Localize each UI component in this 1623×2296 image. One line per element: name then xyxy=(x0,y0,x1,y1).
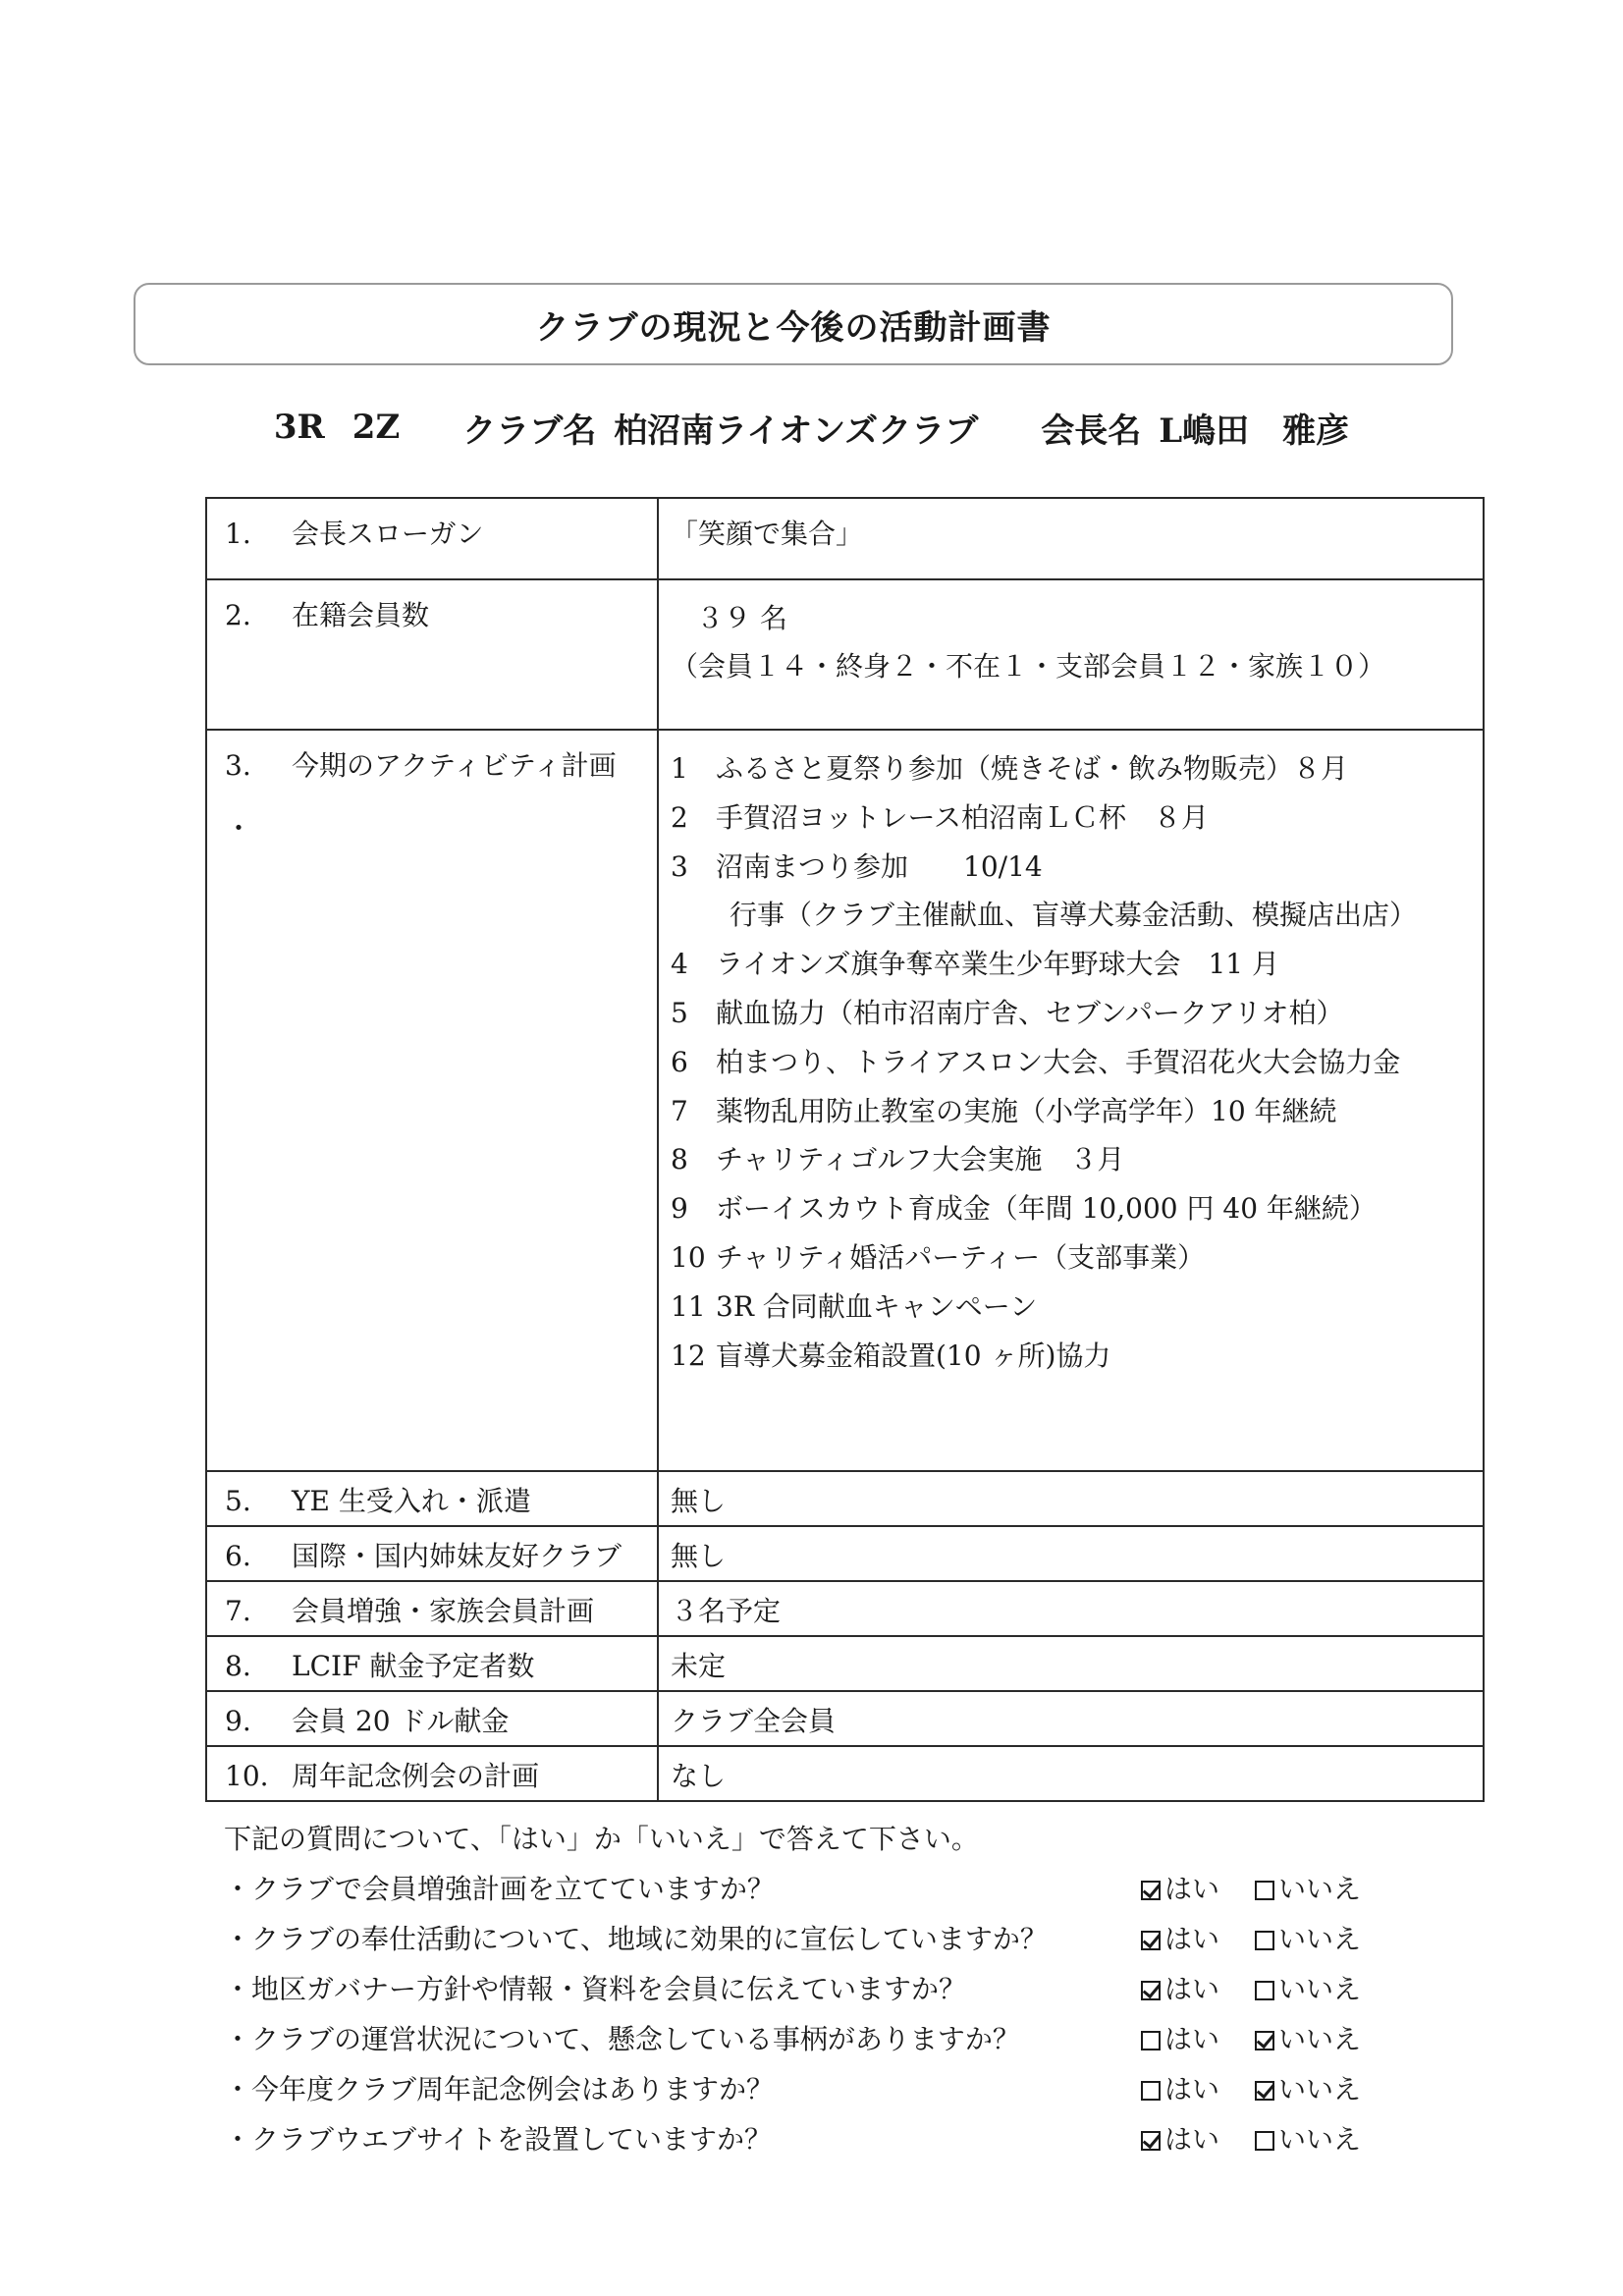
activity-text: 行事（クラブ主催献血、盲導犬募金活動、模擬店出店） xyxy=(730,899,1418,932)
table-row-anniversary xyxy=(206,1746,1484,1801)
yes-label: はい xyxy=(1164,2023,1220,2055)
club-header xyxy=(0,398,1623,457)
yes-option[interactable] xyxy=(1141,2114,1219,2164)
row-label-cell xyxy=(206,730,658,1471)
document-title xyxy=(134,283,1453,365)
checked-box-icon[interactable] xyxy=(1141,2131,1161,2151)
table-row-dollar-donation xyxy=(206,1691,1484,1746)
yes-option[interactable] xyxy=(1141,1964,1219,2014)
activity-item xyxy=(671,1332,1471,1381)
activity-item xyxy=(671,989,1471,1038)
row-number: 3. xyxy=(225,749,251,782)
question-list xyxy=(224,1864,1402,2164)
checked-box-icon[interactable] xyxy=(1255,2031,1274,2050)
no-label: いいえ xyxy=(1278,1923,1362,1955)
row-label-cell xyxy=(206,1691,658,1746)
row-number: 9. xyxy=(225,1705,251,1737)
activity-text: チャリティゴルフ大会実施 ３月 xyxy=(716,1143,1125,1176)
activity-plan-table xyxy=(205,497,1485,1802)
question-text: ・地区ガバナー方針や情報・資料を会員に伝えていますか？ xyxy=(224,1973,967,2005)
president-name: L嶋田 雅彦 xyxy=(1159,410,1350,451)
empty-box-icon[interactable] xyxy=(1141,2031,1161,2050)
row-label: LCIF 献金予定者数 xyxy=(292,1650,535,1682)
question-text: ・クラブウエブサイトを設置していますか？ xyxy=(224,2123,773,2156)
row-label: 会長スローガン xyxy=(292,518,484,550)
checked-box-icon[interactable] xyxy=(1141,1881,1161,1900)
activity-text: 盲導犬募金箱設置(10 ヶ所)協力 xyxy=(716,1339,1111,1372)
row-value-cell xyxy=(658,498,1484,579)
row-number: 7. xyxy=(225,1595,251,1627)
row-label: YE 生受入れ・派遣 xyxy=(292,1485,531,1517)
activity-item xyxy=(671,793,1471,843)
table-row-membership-growth xyxy=(206,1581,1484,1636)
yes-option[interactable] xyxy=(1141,2064,1219,2114)
question-text: ・クラブの運営状況について、懸念している事柄がありますか？ xyxy=(224,2023,1020,2055)
row-number: 8. xyxy=(225,1650,251,1682)
activity-text: 柏まつり、トライアスロン大会、手賀沼花火大会協力金 xyxy=(716,1045,1401,1078)
activity-item xyxy=(671,843,1471,892)
table-row-activities xyxy=(206,730,1484,1471)
empty-box-icon[interactable] xyxy=(1141,2081,1161,2101)
zone-code: 2Z xyxy=(352,408,401,447)
table-row-ye xyxy=(206,1471,1484,1526)
row-label-cell xyxy=(206,1746,658,1801)
member-breakdown: （会員１４・終身２・不在１・支部会員１２・家族１０） xyxy=(671,650,1386,683)
no-label: いいえ xyxy=(1278,1873,1362,1905)
row-label: 周年記念例会の計画 xyxy=(292,1760,540,1792)
anniversary-value: なし xyxy=(671,1760,727,1792)
row-label-cell xyxy=(206,498,658,579)
row-number: 2. xyxy=(225,599,251,631)
question-row xyxy=(224,2064,1402,2114)
no-label: いいえ xyxy=(1278,2023,1362,2055)
question-row xyxy=(224,1914,1402,1964)
row-number: 6. xyxy=(225,1540,251,1572)
activity-item xyxy=(671,744,1471,793)
yes-option[interactable] xyxy=(1141,2014,1219,2064)
activity-item xyxy=(671,1283,1471,1332)
activity-number: 12 xyxy=(671,1339,706,1372)
ye-value: 無し xyxy=(671,1485,727,1517)
yes-label: はい xyxy=(1164,2123,1220,2156)
question-text: ・今年度クラブ周年記念例会はありますか？ xyxy=(224,2073,775,2105)
no-label: いいえ xyxy=(1278,1973,1362,2005)
activity-text: 3R 合同献血キャンペーン xyxy=(716,1289,1038,1323)
no-option[interactable] xyxy=(1255,1964,1361,2014)
row-value-cell xyxy=(658,579,1484,730)
row-label-cell xyxy=(206,579,658,730)
table-row-sister-club xyxy=(206,1526,1484,1581)
activity-item xyxy=(671,1233,1471,1283)
activity-number: 10 xyxy=(671,1240,706,1274)
activity-number: 4 xyxy=(671,948,688,981)
empty-box-icon[interactable] xyxy=(1255,2131,1274,2151)
no-label: いいえ xyxy=(1278,2123,1362,2156)
row-label-cell xyxy=(206,1581,658,1636)
activity-number: 8 xyxy=(671,1143,688,1176)
row-label-cell xyxy=(206,1471,658,1526)
table-row-members xyxy=(206,579,1484,730)
row-label: 今期のアクティビティ計画 xyxy=(292,749,617,782)
activity-item xyxy=(671,1135,1471,1184)
row-value-cell xyxy=(658,1636,1484,1691)
no-label: いいえ xyxy=(1278,2073,1362,2105)
row-value-cell xyxy=(658,1526,1484,1581)
region-code: 3R xyxy=(273,408,325,447)
activity-text: ボーイスカウト育成金（年間 10,000 円 40 年継続） xyxy=(716,1192,1377,1226)
yes-label: はい xyxy=(1164,2073,1220,2105)
question-row xyxy=(224,1864,1402,1914)
question-row xyxy=(224,2014,1402,2064)
row-value-cell xyxy=(658,730,1484,1471)
yes-option[interactable] xyxy=(1141,1914,1219,1964)
table-row-lcif xyxy=(206,1636,1484,1691)
activity-text: 薬物乱用防止教室の実施（小学高学年）10 年継続 xyxy=(716,1094,1337,1127)
membership-growth-value: ３名予定 xyxy=(671,1595,782,1627)
yes-label: はい xyxy=(1164,1923,1220,1955)
activity-number: 11 xyxy=(671,1289,706,1323)
activity-text: 手賀沼ヨットレース柏沼南ＬＣ杯 ８月 xyxy=(716,800,1210,834)
question-row xyxy=(224,1964,1402,2014)
empty-box-icon[interactable] xyxy=(1255,1881,1274,1900)
row-label: 会員増強・家族会員計画 xyxy=(292,1595,595,1627)
question-text: ・クラブの奉仕活動について、地域に効果的に宣伝していますか？ xyxy=(224,1923,1048,1955)
activity-item xyxy=(671,940,1471,989)
activity-text: ふるさと夏祭り参加（焼きそば・飲み物販売）８月 xyxy=(716,752,1349,785)
activity-item xyxy=(671,1087,1471,1136)
row-label: 在籍会員数 xyxy=(292,599,430,631)
row-value-cell xyxy=(658,1746,1484,1801)
row-number: 5. xyxy=(225,1485,251,1517)
activity-number: 7 xyxy=(671,1094,688,1127)
activity-number: 1 xyxy=(671,752,688,785)
questionnaire-intro: 下記の質問について、「はい」か「いいえ」で答えて下さい。 xyxy=(224,1823,979,1855)
sister-club-value: 無し xyxy=(671,1540,727,1572)
table-row-slogan xyxy=(206,498,1484,579)
activity-number: 5 xyxy=(671,996,688,1029)
row-label-cell xyxy=(206,1526,658,1581)
row-value-cell xyxy=(658,1691,1484,1746)
bullet-mark: ・ xyxy=(225,812,253,845)
activity-item-continuation xyxy=(671,891,1471,940)
activity-number: 3 xyxy=(671,849,688,883)
row-label: 会員 20 ドル献金 xyxy=(292,1705,510,1737)
club-name-label: クラブ名 xyxy=(462,410,597,451)
activity-number: 6 xyxy=(671,1045,688,1078)
activity-item xyxy=(671,1184,1471,1233)
row-number: 10. xyxy=(225,1760,269,1792)
checked-box-icon[interactable] xyxy=(1141,1931,1161,1950)
row-value-cell xyxy=(658,1581,1484,1636)
question-text: ・クラブで会員増強計画を立てていますか？ xyxy=(224,1873,775,1905)
slogan-value: 「笑顔で集合」 xyxy=(671,518,864,550)
empty-box-icon[interactable] xyxy=(1255,1981,1274,2000)
document-title-text: クラブの現況と今後の活動計画書 xyxy=(535,307,1052,348)
row-value-cell xyxy=(658,1471,1484,1526)
row-label-cell xyxy=(206,1636,658,1691)
yes-label: はい xyxy=(1164,1873,1220,1905)
dollar-donation-value: クラブ全会員 xyxy=(671,1705,837,1737)
member-count: ３９ 名 xyxy=(696,602,787,634)
yes-option[interactable] xyxy=(1141,1864,1219,1914)
activity-text: ライオンズ旗争奪卒業生少年野球大会 11 月 xyxy=(716,948,1280,981)
no-option[interactable] xyxy=(1255,2064,1361,2114)
activity-number: 2 xyxy=(671,800,688,834)
checked-box-icon[interactable] xyxy=(1255,2081,1274,2101)
president-name-label: 会長名 xyxy=(1041,410,1142,451)
activity-text: 献血協力（柏市沼南庁舎、セブンパークアリオ柏） xyxy=(716,996,1344,1029)
row-number: 1. xyxy=(225,518,251,550)
checked-box-icon[interactable] xyxy=(1141,1981,1161,2000)
club-name: 柏沼南ライオンズクラブ xyxy=(614,410,979,451)
no-option[interactable] xyxy=(1255,1864,1361,1914)
activity-item xyxy=(671,1038,1471,1087)
row-label: 国際・国内姉妹友好クラブ xyxy=(292,1540,622,1572)
questionnaire xyxy=(224,1815,1402,2164)
yes-label: はい xyxy=(1164,1973,1220,2005)
no-option[interactable] xyxy=(1255,2014,1361,2064)
question-row xyxy=(224,2114,1402,2164)
activity-text: 沼南まつり参加 10/14 xyxy=(716,849,1043,883)
empty-box-icon[interactable] xyxy=(1255,1931,1274,1950)
activity-number: 9 xyxy=(671,1192,688,1226)
lcif-value: 未定 xyxy=(671,1650,727,1682)
activity-text: チャリティ婚活パーティー（支部事業） xyxy=(716,1240,1206,1274)
no-option[interactable] xyxy=(1255,1914,1361,1964)
no-option[interactable] xyxy=(1255,2114,1361,2164)
